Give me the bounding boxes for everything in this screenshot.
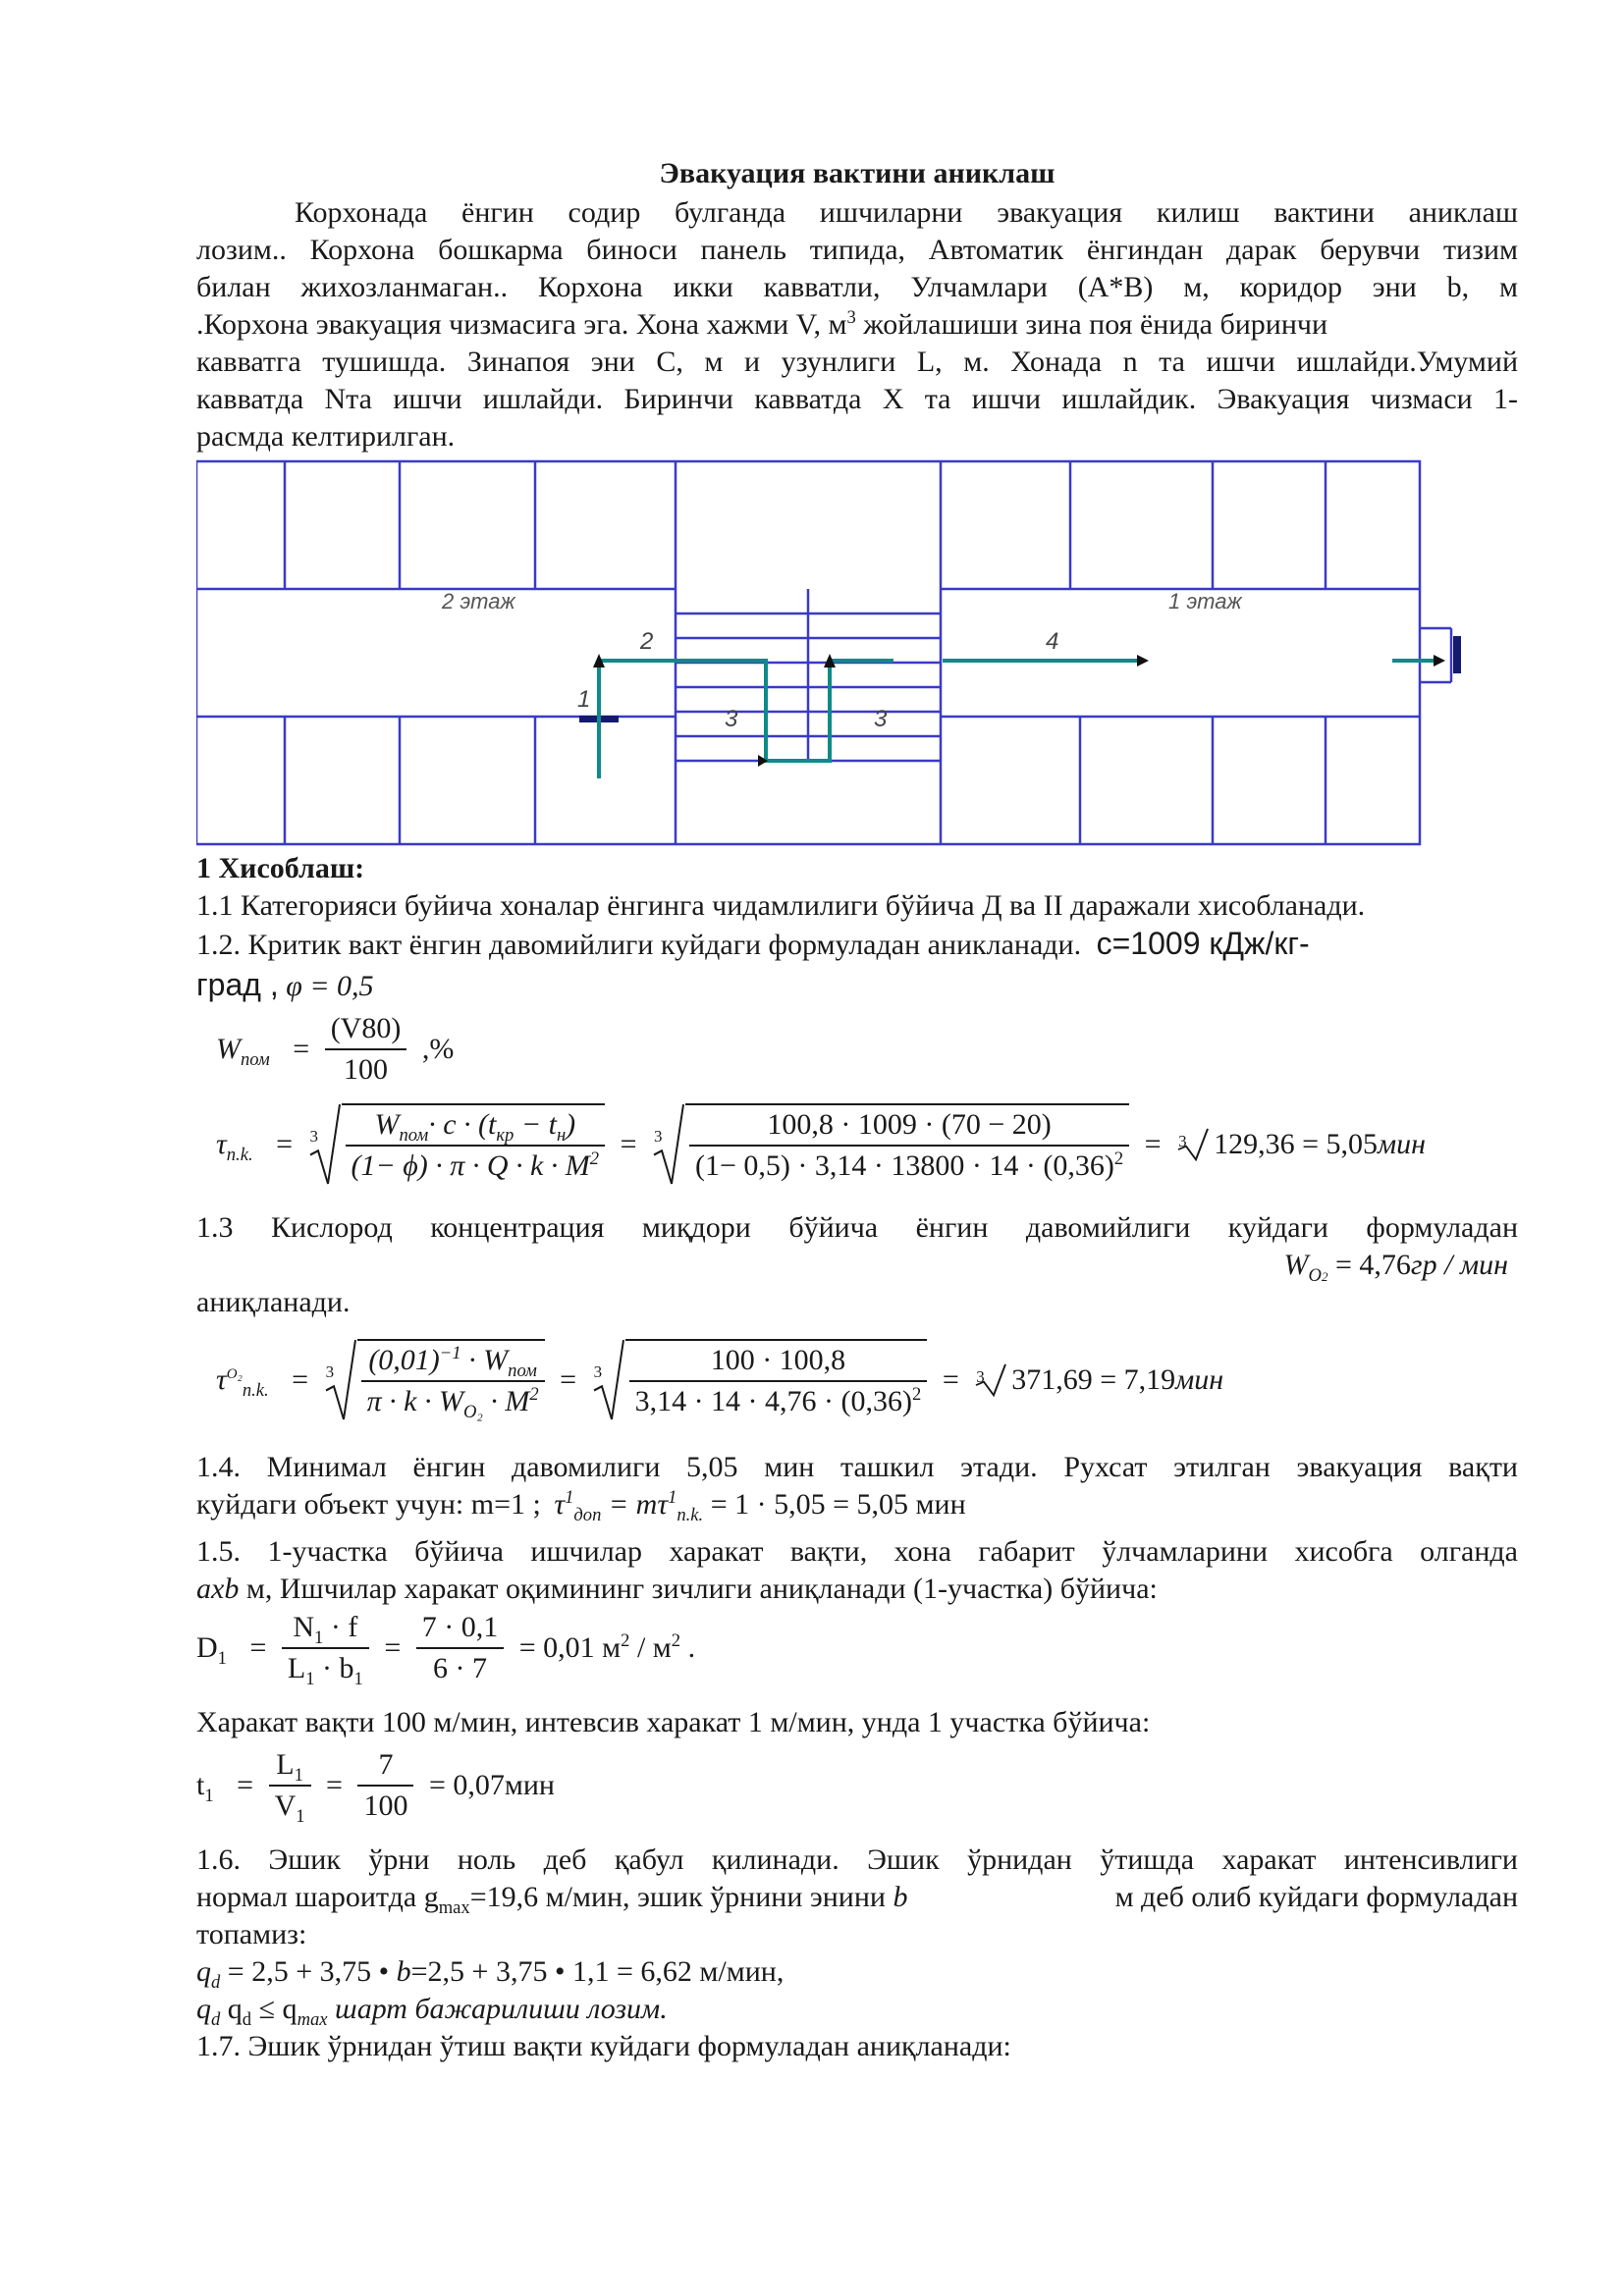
paragraph-1-6: 1.6. Эшик ўрни ноль деб қабул қилинади. Эшик ўрнидан ўтишда харакат интенсивлиги [196,1843,1518,1876]
building-walls [196,461,1451,844]
path-label-3b: 3 [874,706,888,732]
paragraph-1-7: 1.7. Эшик ўрнидан ўтиш вақти куйдаги формуладан аниқланади: [196,2030,1011,2062]
paragraph-1-6-end: топамиз: [196,1918,307,1950]
path-label-1: 1 [577,686,591,713]
paragraph-1-3: 1.3 Кислород концентрация миқдори бўйича ёнгин давомийлиги куйдаги формуладан [196,1211,1518,1244]
paragraph-speed: Харакат вақти 100 м/мин, интевсив харакат 1 м/мин, унда 1 участка бўйича: [196,1706,1151,1738]
intro-line-6: кавватда Nта ишчи ишлайди. Биринчи кавватда X та ишчи ишлайдик. Эвакуация чизмаси 1- [196,383,1518,415]
formula-condition: $q_d$ $q_d \le q_{max}$ шарт бажарилиши лозим. [196,1993,668,2030]
intro-line-1: Корхонада ёнгин содир булганда ишчиларни эвакуация килиш вактини аниклаш [295,196,1518,229]
floor-1-label: 1 этаж [1168,589,1242,614]
formula-qd: $q_d = 2,5 + 3,75$ • b=2,5 + 3,75 • 1,1 = 6,62 м/мин, [196,1955,785,1993]
intro-line-2: лозим.. Корхона бошкарма биноси панель типида, Автоматик ёнгиндан дарак берувчи тизим [196,234,1518,266]
formula-t1: $t_1$ = $\frac{L_1}{V_1}$ = $\frac{7}{100}$ = 0,07мин [196,1745,563,1826]
evacuation-arrowheads [593,654,1445,767]
paragraph-1-3-cont: аниқланади. [196,1286,351,1318]
path-label-3a: 3 [725,706,738,732]
formula-d1: $D_1$ = $\frac{N_1 \cdot f}{L_1 \cdot b_1}$ = $\frac{7 \cdot 0,1}{6 \cdot 7}$ = 0,01 $м^2 / м^2$ . [196,1608,703,1688]
paragraph-1-6-cont: нормал шароитда $g_{max}=19,6$ м/мин, эшик ўрнини энини b м деб олиб куйдаги формуладан [196,1881,1518,1918]
document-title: Эвакуация вактини аниклаш [659,157,1056,189]
paragraph-1-2: 1.2. Критик вакт ёнгин давомийлиги куйдаги формуладан аникланади. c=1009 кДж/кг- [196,926,1310,961]
paragraph-1-5-cont: axb м, Ишчилар харакат оқимининг зичлиги аниқланади (1-участка) бўйича: [196,1573,1158,1605]
paragraph-1-4-cont: куйдаги объект учун: m=1 ; $\tau^1_{доп}$ = $m⁠\tau^1_{n.k.} = 1 \cdot 5,05 = 5,05$ мин [196,1487,966,1525]
formula-tau-o2: $\tau^{O_2}_{n.k.}$ = 3 $\frac{(0,01)^{-1} \cdot W_{пом}}{\pi \cdot k \cdot W_{O_2} \cdot M^2}$ = 3 $\frac{100 \cdot 100,8}{3,14 \cdot 14 \cdot 4,76 \cdot (0,36)^2}$ = 3 371,69 = 7,19мин [216,1339,1223,1421]
evacuation-diagram [196,459,1518,847]
intro-line-5: кавватга тушишда. Зинапоя эни С, м и узунлиги L, м. Хонада n та ишчи ишлайди.Умумий [196,346,1518,378]
formula-tau-nk: $\tau_{n.k.}$ = 3 $\frac{W_{пом}\cdot c \cdot (t_{кр} - t_н)}{(1- \phi) \cdot \pi \cdot Q \cdot k \cdot M^2}$ = 3 $\frac{100,8 \cdot 1009 \cdot (70 - 20)}{(1- 0,5) \cdot 3,14 \cdot 13800 \cdot 14 \cdot (0,36)^2}$ = 3 129,36 = 5,05мин [216,1103,1426,1186]
exit-door-icon [1453,636,1461,673]
section-heading: 1 Хисоблаш: [196,852,365,884]
formula-w-o2: $W_{O2} = 4,76гр$ / мин [1283,1249,1508,1286]
floor-2-label: 2 этаж [442,589,515,614]
path-label-2: 2 [640,628,654,655]
path-label-4: 4 [1046,628,1059,655]
intro-line-4: .Корхона эвакуация чизмасига эга. Хона хажми V, $м^3$ жойлашиши зина поя ёнида биринчи [196,307,1328,341]
paragraph-1-2-cont: град , φ = 0,5 [196,967,374,1002]
paragraph-1-4: 1.4. Минимал ёнгин давомилиги 5,05 мин ташкил этади. Рухсат этилган эвакуация вақти [196,1451,1518,1483]
intro-line-3: билан жихозланмаган.. Корхона икки кавватли, Улчамлари (А*В) м, коридор эни b, м [196,271,1518,303]
intro-line-7: расмда келтирилган. [196,420,456,453]
paragraph-1-1: 1.1 Категорияси буйича хоналар ёнгинга чидамлилиги бўйича Д ва II даражали хисобланади. [196,889,1366,922]
paragraph-1-5: 1.5. 1-участка бўйича ишчилар харакат вақти, хона габарит ўлчамларини хисобга олганда [196,1535,1518,1568]
formula-w-pom: $W_{пом}$ = $\frac{(V⁠80)}{100}$ ,% [216,1009,461,1090]
